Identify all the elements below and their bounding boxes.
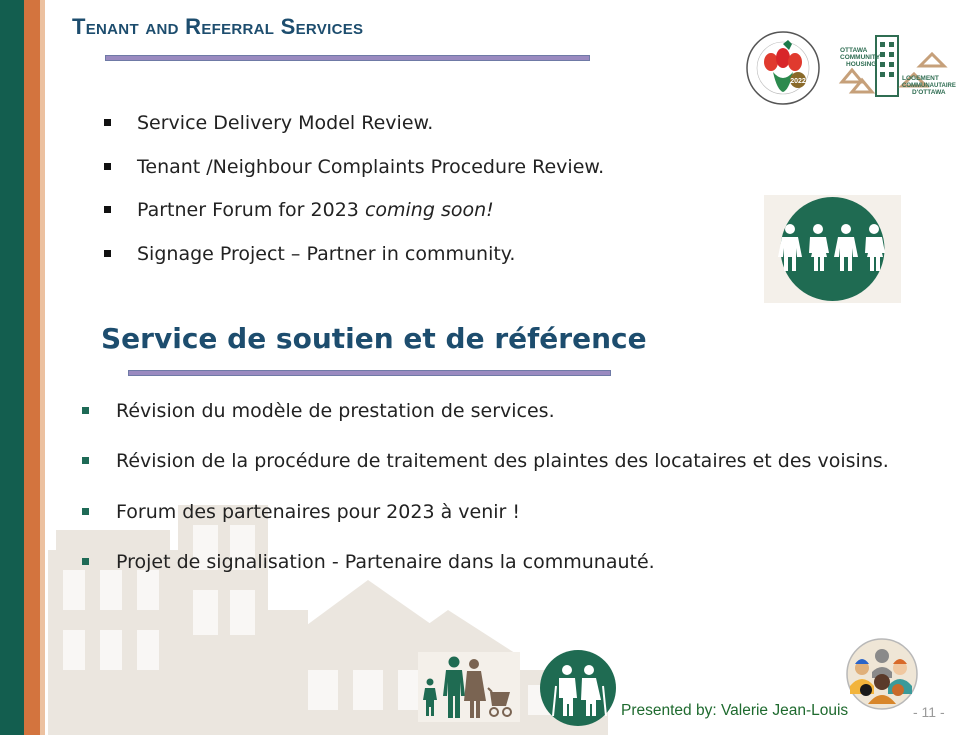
bullet-text: Service Delivery Model Review. [137, 112, 434, 134]
svg-text:COMMUNITY: COMMUNITY [840, 54, 881, 61]
diverse-people-icon [842, 638, 922, 710]
bullet-text: Révision de la procédure de traitement des plaintes des locataires et des voisins. [116, 450, 889, 473]
bullet-square-icon [82, 508, 89, 515]
french-subtitle: Service de soutien et de référence [101, 322, 647, 355]
subtitle-underline [128, 370, 611, 376]
title-underline [105, 55, 590, 61]
presenter-credit: Presented by: Valerie Jean-Louis [621, 702, 849, 719]
orange-side-bar [24, 0, 40, 735]
bullet-emphasis: coming soon! [364, 199, 494, 222]
bullet-square-icon [104, 250, 111, 257]
orange-side-bar-highlight [40, 0, 45, 735]
family-icon [418, 652, 520, 722]
list-item [82, 398, 889, 448]
list-item [104, 241, 604, 285]
top-employer-badge [743, 30, 823, 106]
list-item [82, 448, 889, 498]
bullet-text: Partner Forum for 2023 [137, 199, 365, 222]
svg-text:OTTAWA: OTTAWA [840, 47, 868, 54]
seniors-icon [537, 650, 620, 726]
list-item [82, 499, 889, 549]
svg-text:HOUSING: HOUSING [846, 61, 877, 68]
svg-text:D'OTTAWA: D'OTTAWA [912, 89, 946, 96]
list-item [104, 197, 604, 241]
list-item [104, 154, 604, 198]
bullet-text: Tenant /Neighbour Complaints Procedure Review. [137, 155, 605, 178]
bullet-square-icon [82, 407, 89, 414]
svg-text:2022: 2022 [790, 78, 806, 85]
english-bullet-list [104, 110, 604, 285]
page-number: - 11 - [913, 704, 945, 720]
bullet-text: Signage Project – Partner in community. [137, 243, 516, 266]
och-logo [838, 30, 956, 102]
bullet-text: Projet de signalisation - Partenaire dans la communauté. [116, 550, 655, 573]
svg-text:LOGEMENT: LOGEMENT [902, 75, 939, 82]
svg-text:COMMUNAUTAIRE: COMMUNAUTAIRE [902, 83, 956, 89]
bullet-square-icon [104, 119, 111, 126]
green-side-bar [0, 0, 24, 735]
group-of-people-icon [764, 195, 901, 303]
bullet-square-icon [104, 163, 111, 170]
list-item [104, 110, 604, 154]
bullet-square-icon [104, 206, 111, 213]
slide-title: Tenant and Referral Services [72, 14, 364, 39]
bullet-text: Forum des partenaires pour 2023 à venir ! [116, 500, 520, 523]
french-bullet-list [82, 398, 889, 599]
list-item [82, 549, 889, 599]
bullet-text: Révision du modèle de prestation de services. [116, 400, 555, 422]
bullet-square-icon [82, 457, 89, 464]
bullet-square-icon [82, 558, 89, 565]
